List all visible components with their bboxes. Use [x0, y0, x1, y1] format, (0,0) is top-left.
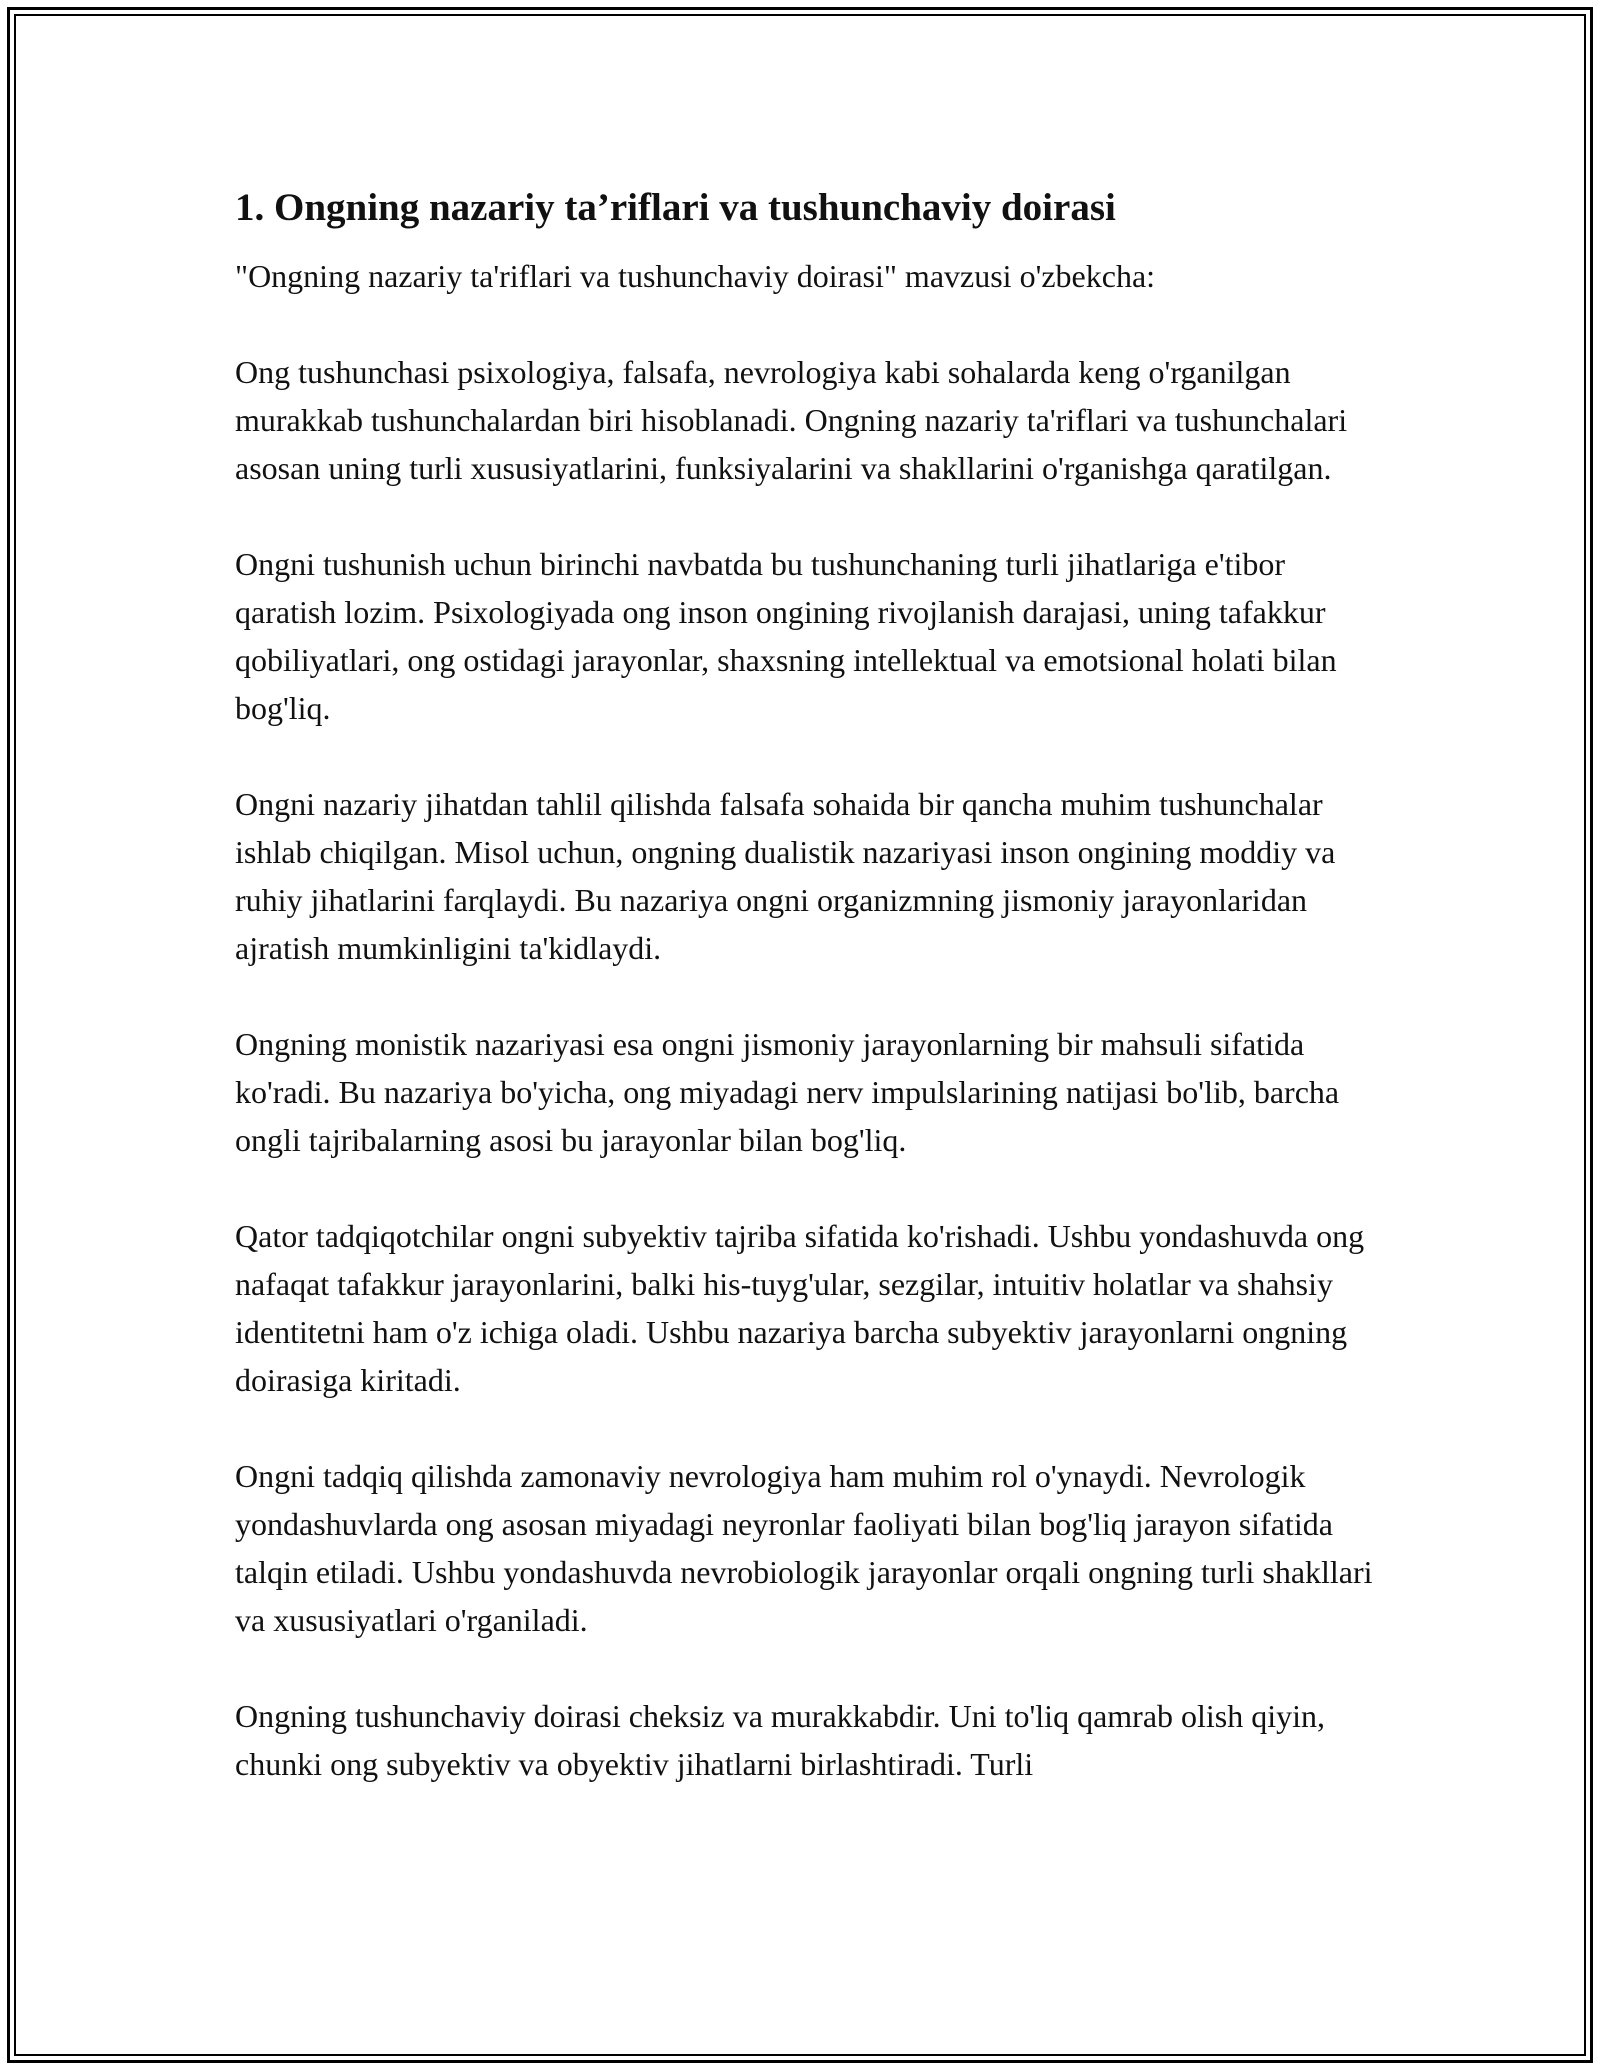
document-title: 1. Ongning nazariy ta’riflari va tushunchaviy doirasi — [235, 186, 1116, 229]
paragraph-intro: "Ongning nazariy ta'riflari va tushunchaviy doirasi" mavzusi o'zbekcha: — [235, 257, 1156, 294]
paragraph: Ongni tushunish uchun birinchi navbatda bu tushunchaning turli jihatlariga e'tibor qaratish lozim. Psixologiyada ong inson ongining rivojlanish darajasi, uning tafakkur qobiliyatlari, ong ostidagi jarayonlar, shaxsning intellektual va emotsional holati bilan bog'liq. — [235, 545, 1337, 726]
paragraph: Ongning tushunchaviy doirasi cheksiz va murakkabdir. Uni to'liq qamrab olish qiyin, chunki ong subyektiv va obyektiv jihatlarni birlashtiradi. Turli — [235, 1697, 1326, 1782]
paragraph: Ong tushunchasi psixologiya, falsafa, nevrologiya kabi sohalarda keng o'rganilgan murakkab tushunchalardan biri hisoblanadi. Ongning nazariy ta'riflari va tushunchalari asosan uning turli xususiyatlarini, funksiyalarini va shakllarini o'rganishga qaratilgan. — [235, 353, 1348, 486]
paragraph: Ongning monistik nazariyasi esa ongni jismoniy jarayonlarning bir mahsuli sifatida ko'radi. Bu nazariya bo'yicha, ong miyadagi nerv impulslarining natijasi bo'lib, barcha ongli tajribalarning asosi bu jarayonlar bilan bog'liq. — [235, 1025, 1340, 1158]
document-body — [235, 185, 1375, 1836]
paragraph: Ongni tadqiq qilishda zamonaviy nevrologiya ham muhim rol o'ynaydi. Nevrologik yondashuvlarda ong asosan miyadagi neyronlar faoliyati bilan bog'liq jarayon sifatida talqin etiladi. Ushbu yondashuvda nevrobiologik jarayonlar orqali ongning turli shakllari va xususiyatlari o'rganiladi. — [235, 1457, 1373, 1638]
paragraph: Qator tadqiqotchilar ongni subyektiv tajriba sifatida ko'rishadi. Ushbu yondashuvda ong nafaqat tafakkur jarayonlarini, balki his-tuyg'ular, sezgilar, intuitiv holatlar va shahsiy identitetni ham o'z ichiga oladi. Ushbu nazariya barcha subyektiv jarayonlarni ongning doirasiga kiritadi. — [235, 1217, 1365, 1398]
paragraph: Ongni nazariy jihatdan tahlil qilishda falsafa sohaida bir qancha muhim tushunchalar ishlab chiqilgan. Misol uchun, ongning dualistik nazariyasi inson ongining moddiy va ruhiy jihatlarini farqlaydi. Bu nazariya ongni organizmning jismoniy jarayonlaridan ajratish mumkinligini ta'kidlaydi. — [235, 785, 1336, 966]
